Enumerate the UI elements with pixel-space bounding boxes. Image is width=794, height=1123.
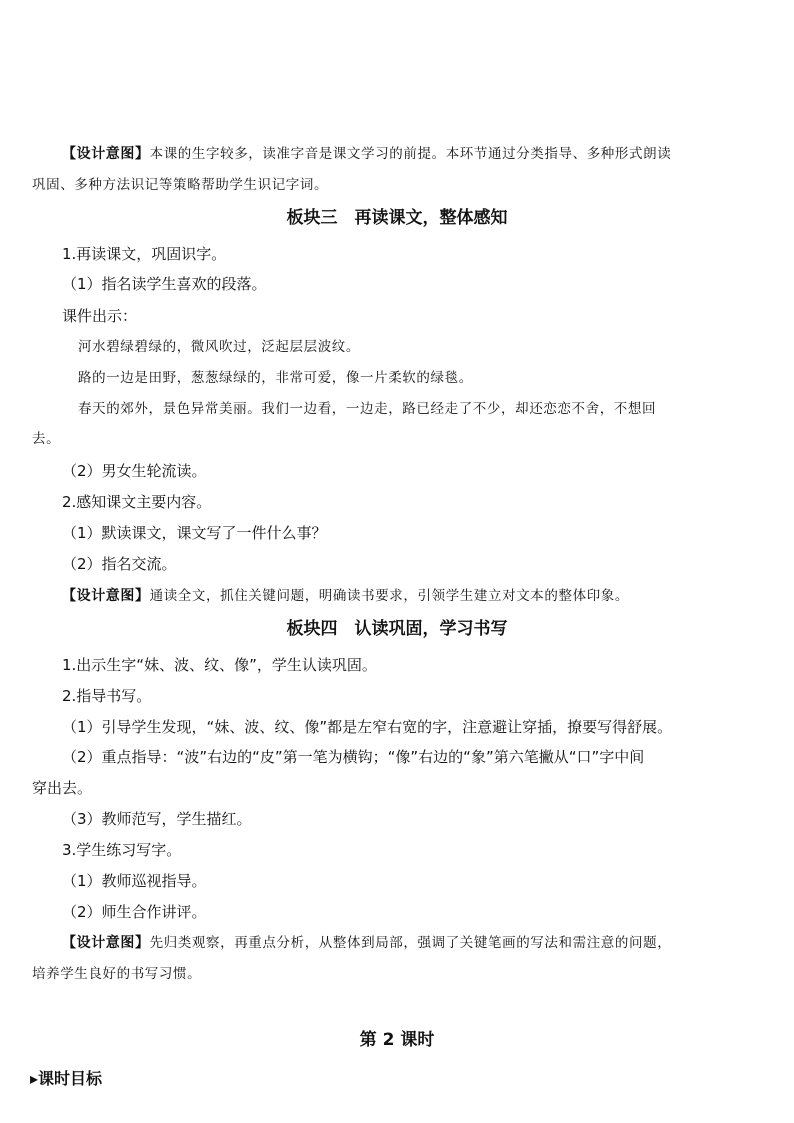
design-intent-paragraph (62, 143, 671, 165)
section-heading-block4: 板块四 认读巩固，学习书写 (286, 619, 508, 639)
courseware-quote-continued: 去。 (32, 431, 61, 447)
design-intent-text: 先归类观察，再重点分析，从整体到局部，强调了关键笔画的写法和需注意的问题， (149, 935, 672, 951)
design-intent-label: 【设计意图】 (62, 588, 150, 604)
design-intent-text: 通读全文，抓住关键问题，明确读书要求，引领学生建立对文本的整体印象。 (149, 588, 630, 604)
list-item: （1）默读课文，课文写了一件什么事？ (62, 524, 327, 542)
list-item-continued: 穿出去。 (32, 779, 93, 797)
list-item: 2.感知课文主要内容。 (62, 493, 212, 511)
lesson-goals-label: 课时目标 (38, 1069, 103, 1088)
list-item: （3）教师范写，学生描红。 (62, 810, 252, 828)
design-intent-label: 【设计意图】 (62, 935, 150, 951)
lesson-goals-heading (30, 1068, 102, 1090)
design-intent-text-continued: 巩固、多种方法识记等策略帮助学生识记字词。 (32, 177, 329, 193)
design-intent-label: 【设计意图】 (62, 146, 150, 162)
design-intent-paragraph (62, 932, 671, 954)
lesson-title: 第 2 课时 (359, 1030, 435, 1050)
list-item: 1.出示生字“妹、波、纹、像”，学生认读巩固。 (62, 656, 377, 674)
list-item: 1.再读课文，巩固识字。 (62, 245, 227, 263)
courseware-quote: 路的一边是田野，葱葱绿绿的，非常可爱，像一片柔软的绿毯。 (78, 370, 473, 386)
courseware-label: 课件出示： (62, 307, 138, 325)
list-item: （2）男女生轮流读。 (62, 462, 207, 480)
design-intent-paragraph (62, 585, 629, 607)
courseware-quote: 春天的郊外，景色异常美丽。我们一边看，一边走，路已经走了不少，却还恋恋不舍，不想回 (78, 401, 657, 417)
list-item: （2）师生合作讲评。 (62, 903, 207, 921)
list-item: （1）引导学生发现，“妹、波、纹、像”都是左窄右宽的字，注意避让穿插，撩要写得舒展。 (62, 718, 673, 736)
triangle-marker-icon: ▸ (30, 1069, 39, 1088)
list-item: 3.学生练习写字。 (62, 841, 182, 859)
section-heading-block3: 板块三 再读课文，整体感知 (286, 208, 508, 228)
list-item: （1）指名读学生喜欢的段落。 (62, 275, 267, 293)
list-item: （2）重点指导：“波”右边的“皮”第一笔为横钩；“像”右边的“象”第六笔撇从“口”字中间 (62, 748, 645, 766)
design-intent-text-continued: 培养学生良好的书写习惯。 (32, 966, 202, 982)
list-item: （1）教师巡视指导。 (62, 872, 207, 890)
list-item: 2.指导书写。 (62, 687, 152, 705)
courseware-quote: 河水碧绿碧绿的，微风吹过，泛起层层波纹。 (78, 339, 360, 355)
design-intent-text: 本课的生字较多，读准字音是课文学习的前提。本环节通过分类指导、多种形式朗读 (149, 146, 672, 162)
list-item: （2）指名交流。 (62, 555, 177, 573)
